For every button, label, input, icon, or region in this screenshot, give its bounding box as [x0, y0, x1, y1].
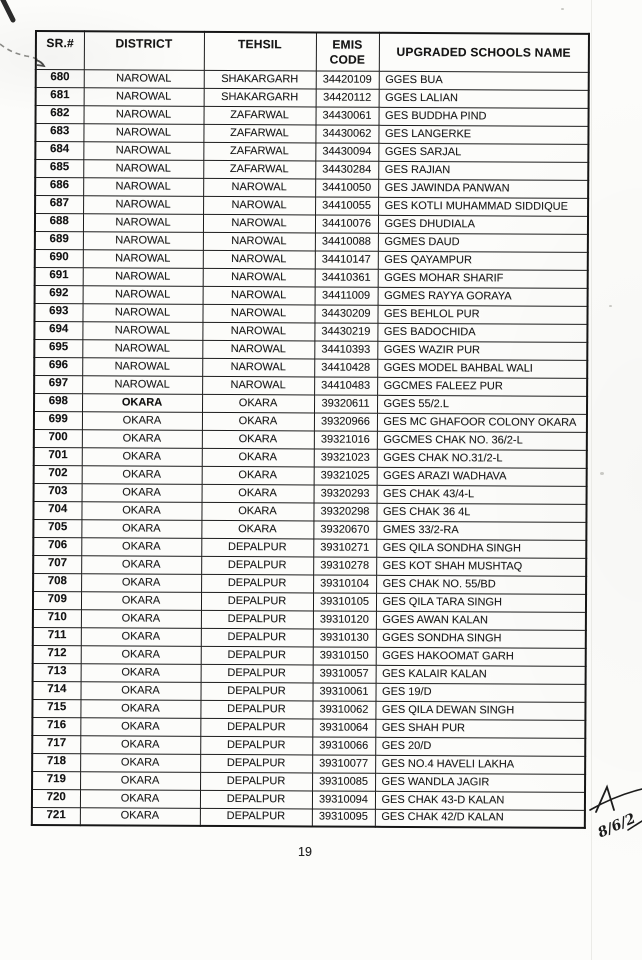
cell-district: OKARA: [81, 519, 201, 538]
cell-tehsil: ZAFARWAL: [204, 106, 316, 125]
cell-tehsil: NAROWAL: [202, 304, 314, 323]
cell-district: NAROWAL: [82, 375, 202, 394]
cell-tehsil: DEPALPUR: [201, 628, 313, 647]
cell-tehsil: DEPALPUR: [201, 592, 313, 611]
cell-tehsil: DEPALPUR: [200, 736, 312, 755]
cell-district: NAROWAL: [83, 123, 203, 142]
cell-tehsil: ZAFARWAL: [203, 142, 315, 161]
cell-sr: 689: [35, 231, 83, 249]
cell-tehsil: NAROWAL: [203, 178, 315, 197]
cell-school: GES MC GHAFOOR COLONY OKARA: [377, 413, 587, 432]
cell-school: GES LANGERKE: [378, 125, 588, 144]
cell-emis: 39321023: [314, 448, 377, 466]
cell-sr: 707: [33, 555, 81, 573]
cell-sr: 701: [34, 447, 82, 465]
table-row: [32, 807, 585, 828]
cell-sr: 720: [32, 789, 80, 807]
header-sr: SR.#: [36, 31, 84, 69]
cell-district: OKARA: [82, 483, 202, 502]
cell-emis: 39310120: [313, 610, 376, 628]
cell-district: NAROWAL: [83, 141, 203, 160]
cell-school: GES BADOCHIDA: [377, 323, 587, 342]
cell-school: GES WANDLA JAGIR: [375, 773, 585, 792]
cell-district: OKARA: [80, 753, 200, 772]
cell-school: GES KALAIR KALAN: [376, 665, 586, 684]
cell-emis: 34410147: [315, 250, 378, 268]
cell-school: GES QILA TARA SINGH: [376, 593, 586, 612]
cell-district: OKARA: [82, 393, 202, 412]
cell-district: OKARA: [80, 789, 200, 808]
cell-emis: 39310104: [313, 574, 376, 592]
cell-tehsil: NAROWAL: [203, 232, 315, 251]
cell-tehsil: DEPALPUR: [200, 772, 312, 791]
cell-sr: 691: [35, 267, 83, 285]
cell-tehsil: OKARA: [202, 466, 314, 485]
cell-school: GES CHAK 43/4-L: [377, 485, 587, 504]
cell-district: OKARA: [81, 537, 201, 556]
signature-date: 8/6/2: [595, 810, 639, 842]
cell-school: GES BEHLOL PUR: [377, 305, 587, 324]
cell-sr: 703: [34, 483, 82, 501]
cell-district: OKARA: [81, 501, 201, 520]
cell-school: GES QILA DEWAN SINGH: [375, 701, 585, 720]
cell-sr: 698: [34, 393, 82, 411]
cell-sr: 682: [36, 105, 84, 123]
cell-sr: 705: [33, 519, 81, 537]
cell-emis: 39310077: [312, 754, 375, 772]
cell-emis: 34410088: [315, 232, 378, 250]
cell-tehsil: DEPALPUR: [200, 754, 312, 773]
cell-school: GES CHAK 43-D KALAN: [375, 791, 585, 810]
cell-sr: 700: [34, 429, 82, 447]
cell-tehsil: ZAFARWAL: [203, 124, 315, 143]
cell-district: OKARA: [81, 609, 201, 628]
cell-tehsil: NAROWAL: [203, 286, 315, 305]
cell-sr: 696: [34, 357, 82, 375]
cell-school: GGCMES FALEEZ PUR: [377, 377, 587, 396]
cell-school: GES CHAK 42/D KALAN: [375, 809, 585, 828]
cell-emis: 34410483: [314, 376, 377, 394]
cell-emis: 39310271: [313, 538, 376, 556]
cell-emis: 34430062: [315, 124, 378, 142]
cell-emis: 39310062: [312, 700, 375, 718]
cell-district: NAROWAL: [83, 285, 203, 304]
cell-school: GGES CHAK NO.31/2-L: [377, 449, 587, 468]
cell-tehsil: DEPALPUR: [200, 682, 312, 701]
cell-emis: 34410361: [315, 268, 378, 286]
cell-district: NAROWAL: [84, 105, 204, 124]
cell-district: NAROWAL: [83, 177, 203, 196]
cell-tehsil: DEPALPUR: [201, 574, 313, 593]
cell-emis: 34430061: [316, 106, 379, 124]
cell-district: NAROWAL: [83, 231, 203, 250]
cell-school: GGES WAZIR PUR: [377, 341, 587, 360]
cell-sr: 711: [33, 627, 81, 645]
cell-sr: 712: [33, 645, 81, 663]
cell-district: OKARA: [82, 429, 202, 448]
cell-school: GES QAYAMPUR: [378, 251, 588, 270]
cell-sr: 683: [35, 123, 83, 141]
cell-district: NAROWAL: [83, 195, 203, 214]
cell-school: GGES MODEL BAHBAL WALI: [377, 359, 587, 378]
cell-school: GES RAJIAN: [378, 161, 588, 180]
cell-district: OKARA: [80, 771, 200, 790]
cell-tehsil: NAROWAL: [202, 322, 314, 341]
cell-district: OKARA: [82, 465, 202, 484]
cell-tehsil: DEPALPUR: [201, 646, 313, 665]
table-body: [32, 69, 589, 828]
cell-sr: 697: [34, 375, 82, 393]
cell-emis: 34430209: [314, 304, 377, 322]
cell-sr: 685: [35, 159, 83, 177]
cell-sr: 710: [33, 609, 81, 627]
header-emis-code: EMIS CODE: [316, 32, 379, 70]
cell-school: GES BUDDHA PIND: [379, 107, 589, 126]
cell-tehsil: OKARA: [202, 484, 314, 503]
cell-district: OKARA: [81, 645, 201, 664]
cell-district: OKARA: [81, 663, 201, 682]
cell-emis: 39320298: [313, 502, 376, 520]
cell-tehsil: DEPALPUR: [201, 538, 313, 557]
cell-emis: 34411009: [315, 286, 378, 304]
cell-sr: 694: [34, 321, 82, 339]
cell-tehsil: NAROWAL: [202, 358, 314, 377]
cell-school: GGMES RAYYA GORAYA: [378, 287, 588, 306]
cell-school: GGES 55/2.L: [377, 395, 587, 414]
cell-district: OKARA: [80, 699, 200, 718]
cell-sr: 717: [32, 735, 80, 753]
cell-emis: 34410428: [314, 358, 377, 376]
cell-emis: 39310094: [312, 790, 375, 808]
cell-emis: 39320293: [314, 484, 377, 502]
cell-sr: 716: [32, 717, 80, 735]
cell-school: GES CHAK 36 4L: [376, 503, 586, 522]
cell-school: GMES 33/2-RA: [376, 521, 586, 540]
cell-tehsil: DEPALPUR: [200, 718, 312, 737]
cell-emis: 39320670: [313, 520, 376, 538]
cell-tehsil: DEPALPUR: [201, 610, 313, 629]
cell-tehsil: DEPALPUR: [201, 664, 313, 683]
scan-speck: [600, 472, 604, 475]
page-number: 19: [298, 845, 312, 859]
header-tehsil: TEHSIL: [204, 32, 316, 71]
cell-emis: 34410393: [314, 340, 377, 358]
header-upgraded-schools-name: UPGRADED SCHOOLS NAME: [379, 33, 589, 72]
cell-emis: 34420112: [316, 88, 379, 106]
cell-sr: 719: [32, 771, 80, 789]
cell-school: GGES DHUDIALA: [378, 215, 588, 234]
cell-sr: 695: [34, 339, 82, 357]
cell-tehsil: OKARA: [202, 430, 314, 449]
cell-school: GES 19/D: [375, 683, 585, 702]
cell-sr: 704: [33, 501, 81, 519]
cell-emis: 39310150: [313, 646, 376, 664]
cell-district: NAROWAL: [83, 213, 203, 232]
cell-emis: 34430094: [315, 142, 378, 160]
cell-sr: 708: [33, 573, 81, 591]
cell-sr: 713: [33, 663, 81, 681]
cell-district: NAROWAL: [82, 321, 202, 340]
cell-district: OKARA: [82, 411, 202, 430]
scan-speck: [609, 305, 612, 307]
cell-emis: 34410055: [315, 196, 378, 214]
schools-table-container: [31, 30, 588, 829]
cell-district: NAROWAL: [82, 357, 202, 376]
cell-sr: 709: [33, 591, 81, 609]
cell-tehsil: DEPALPUR: [200, 808, 312, 827]
cell-tehsil: OKARA: [202, 448, 314, 467]
cell-district: OKARA: [81, 573, 201, 592]
cell-school: GGES HAKOOMAT GARH: [376, 647, 586, 666]
cell-tehsil: NAROWAL: [203, 196, 315, 215]
cell-emis: 39321016: [314, 430, 377, 448]
cell-school: GES SHAH PUR: [375, 719, 585, 738]
cell-school: GES KOT SHAH MUSHTAQ: [376, 557, 586, 576]
cell-district: OKARA: [81, 627, 201, 646]
scan-speck: [561, 8, 564, 10]
cell-district: OKARA: [81, 555, 201, 574]
cell-tehsil: SHAKARGARH: [204, 70, 316, 89]
cell-district: NAROWAL: [82, 339, 202, 358]
cell-district: NAROWAL: [83, 249, 203, 268]
cell-sr: 714: [32, 681, 80, 699]
header-district: DISTRICT: [84, 31, 204, 70]
cell-tehsil: DEPALPUR: [201, 556, 313, 575]
cell-sr: 693: [34, 303, 82, 321]
cell-sr: 687: [35, 195, 83, 213]
cell-sr: 706: [33, 537, 81, 555]
cell-district: NAROWAL: [83, 267, 203, 286]
cell-emis: 39310061: [312, 682, 375, 700]
cell-school: GES JAWINDA PANWAN: [378, 179, 588, 198]
cell-sr: 688: [35, 213, 83, 231]
cell-tehsil: NAROWAL: [202, 376, 314, 395]
cell-district: OKARA: [80, 735, 200, 754]
cell-district: OKARA: [82, 447, 202, 466]
cell-emis: 39321025: [314, 466, 377, 484]
cell-sr: 680: [36, 69, 84, 87]
cell-emis: 39310064: [312, 718, 375, 736]
cell-sr: 690: [35, 249, 83, 267]
cell-sr: 692: [35, 285, 83, 303]
cell-emis: 34430219: [314, 322, 377, 340]
cell-sr: 681: [36, 87, 84, 105]
cell-school: GGES MOHAR SHARIF: [378, 269, 588, 288]
cell-emis: 39310130: [313, 628, 376, 646]
cell-district: NAROWAL: [82, 303, 202, 322]
cell-sr: 699: [34, 411, 82, 429]
cell-sr: 721: [32, 807, 80, 825]
cell-school: GGES AWAN KALAN: [376, 611, 586, 630]
signature: [580, 778, 642, 868]
cell-sr: 686: [35, 177, 83, 195]
cell-tehsil: NAROWAL: [203, 214, 315, 233]
cell-tehsil: NAROWAL: [202, 340, 314, 359]
cell-emis: 39310095: [312, 808, 375, 826]
cell-school: GGES SARJAL: [378, 143, 588, 162]
cell-district: OKARA: [80, 807, 200, 826]
cell-tehsil: OKARA: [201, 502, 313, 521]
cell-district: OKARA: [80, 681, 200, 700]
cell-sr: 684: [35, 141, 83, 159]
cell-school: GES QILA SONDHA SINGH: [376, 539, 586, 558]
cell-emis: 39310085: [312, 772, 375, 790]
cell-district: OKARA: [81, 591, 201, 610]
cell-school: GGMES DAUD: [378, 233, 588, 252]
cell-tehsil: DEPALPUR: [200, 790, 312, 809]
cell-district: NAROWAL: [84, 87, 204, 106]
cell-school: GGES ARAZI WADHAVA: [377, 467, 587, 486]
cell-tehsil: OKARA: [201, 520, 313, 539]
cell-emis: 34410076: [315, 214, 378, 232]
cell-school: GGES BUA: [379, 71, 589, 90]
cell-school: GGCMES CHAK NO. 36/2-L: [377, 431, 587, 450]
cell-district: NAROWAL: [83, 159, 203, 178]
cell-sr: 702: [34, 465, 82, 483]
cell-district: NAROWAL: [84, 69, 204, 88]
cell-emis: 39320611: [314, 394, 377, 412]
cell-emis: 39310105: [313, 592, 376, 610]
schools-table: [31, 30, 590, 829]
cell-emis: 39310066: [312, 736, 375, 754]
cell-tehsil: OKARA: [202, 394, 314, 413]
cell-tehsil: DEPALPUR: [200, 700, 312, 719]
cell-tehsil: OKARA: [202, 412, 314, 431]
cell-emis: 34410050: [315, 178, 378, 196]
cell-school: GGES LALIAN: [379, 89, 589, 108]
cell-emis: 39310057: [313, 664, 376, 682]
table-header-row: [36, 31, 589, 72]
cell-tehsil: NAROWAL: [203, 268, 315, 287]
cell-emis: 39320966: [314, 412, 377, 430]
cell-emis: 34430284: [315, 160, 378, 178]
cell-school: GES KOTLI MUHAMMAD SIDDIQUE: [378, 197, 588, 216]
cell-sr: 718: [32, 753, 80, 771]
cell-school: GES 20/D: [375, 737, 585, 756]
cell-emis: 39310278: [313, 556, 376, 574]
cell-district: OKARA: [80, 717, 200, 736]
cell-sr: 715: [32, 699, 80, 717]
cell-tehsil: NAROWAL: [203, 250, 315, 269]
cell-tehsil: ZAFARWAL: [203, 160, 315, 179]
cell-school: GGES SONDHA SINGH: [376, 629, 586, 648]
cell-tehsil: SHAKARGARH: [204, 88, 316, 107]
cell-emis: 34420109: [316, 70, 379, 88]
cell-school: GES CHAK NO. 55/BD: [376, 575, 586, 594]
cell-school: GES NO.4 HAVELI LAKHA: [375, 755, 585, 774]
